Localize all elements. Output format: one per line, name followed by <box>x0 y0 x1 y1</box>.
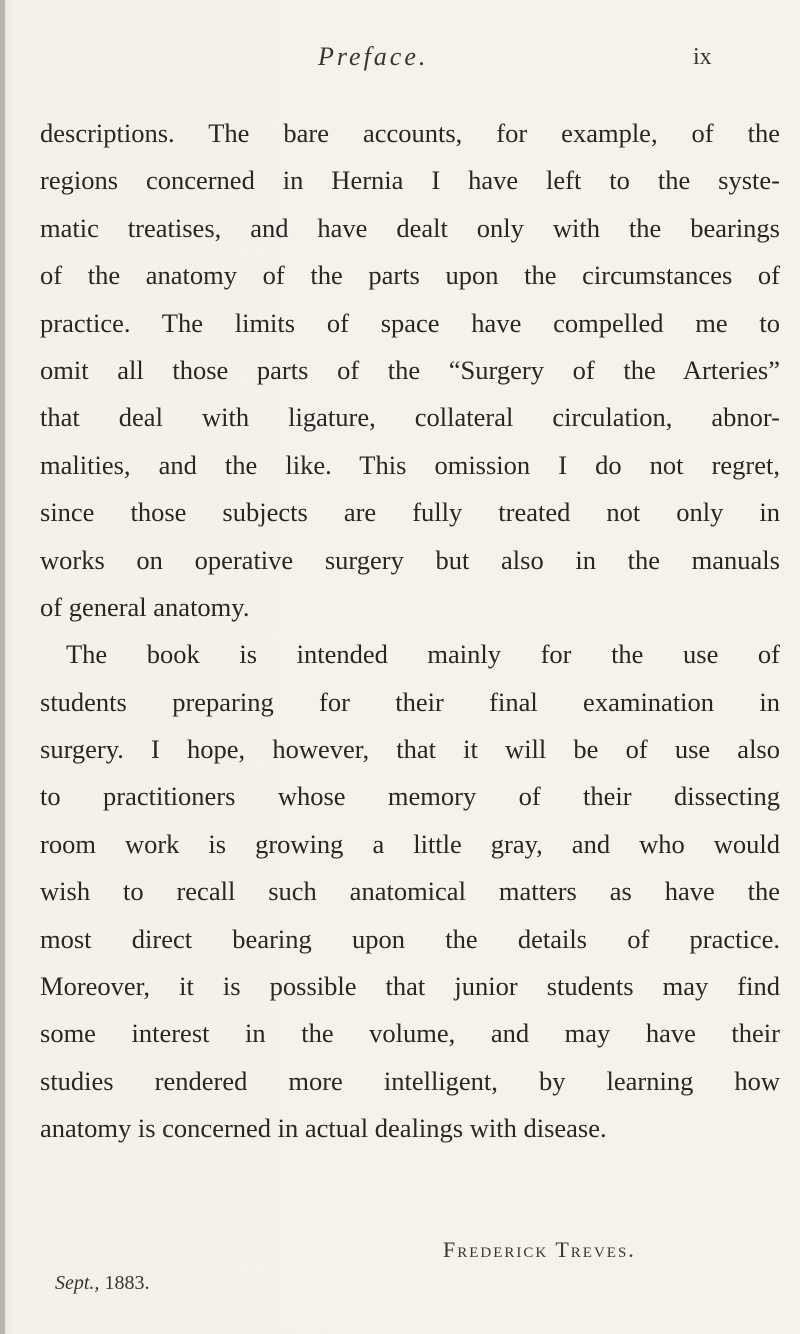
text-line: students preparing for their final examination in <box>40 686 780 717</box>
text-line: omit all those parts of the “Surgery of the Arteries” <box>40 354 780 385</box>
text-line: to practitioners whose memory of their dissecting <box>40 781 780 812</box>
text-line: wish to recall such anatomical matters as have the <box>40 876 780 907</box>
date-month: Sept., <box>55 1272 100 1294</box>
text-line: most direct bearing upon the details of practice. <box>40 923 780 954</box>
text-line: practice. The limits of space have compelled me to <box>40 307 780 338</box>
text-line: of the anatomy of the parts upon the circumstances of <box>40 260 780 291</box>
date-year: 1883. <box>104 1272 150 1294</box>
text-line: The book is intended mainly for the use of <box>66 639 780 670</box>
author-signature: Frederick Treves. <box>443 1237 636 1262</box>
page-spine-shadow <box>0 0 5 1334</box>
text-line: of general anatomy. <box>40 591 250 622</box>
text-line: regions concerned in Hernia I have left to the syste- <box>40 165 780 196</box>
text-line: anatomy is concerned in actual dealings with disease. <box>40 1113 607 1144</box>
text-line: matic treatises, and have dealt only with the bearings <box>40 212 780 243</box>
running-head-title: Preface. <box>318 42 429 71</box>
text-line: studies rendered more intelligent, by learning how <box>40 1065 780 1096</box>
text-line: room work is growing a little gray, and who would <box>40 828 780 859</box>
text-line: since those subjects are fully treated not only in <box>40 497 780 528</box>
text-line: works on operative surgery but also in the manuals <box>40 544 780 575</box>
text-line: some interest in the volume, and may have their <box>40 1018 780 1049</box>
text-line: descriptions. The bare accounts, for example, of the <box>40 118 780 148</box>
text-line: Moreover, it is possible that junior students may find <box>40 971 780 1002</box>
text-line: malities, and the like. This omission I do not regret, <box>40 449 780 480</box>
page-number: ix <box>693 44 712 70</box>
preface-date <box>55 1272 149 1295</box>
preface-body <box>40 110 780 1153</box>
text-line: that deal with ligature, collateral circulation, abnor- <box>40 402 780 433</box>
text-line: surgery. I hope, however, that it will be of use also <box>40 734 780 765</box>
